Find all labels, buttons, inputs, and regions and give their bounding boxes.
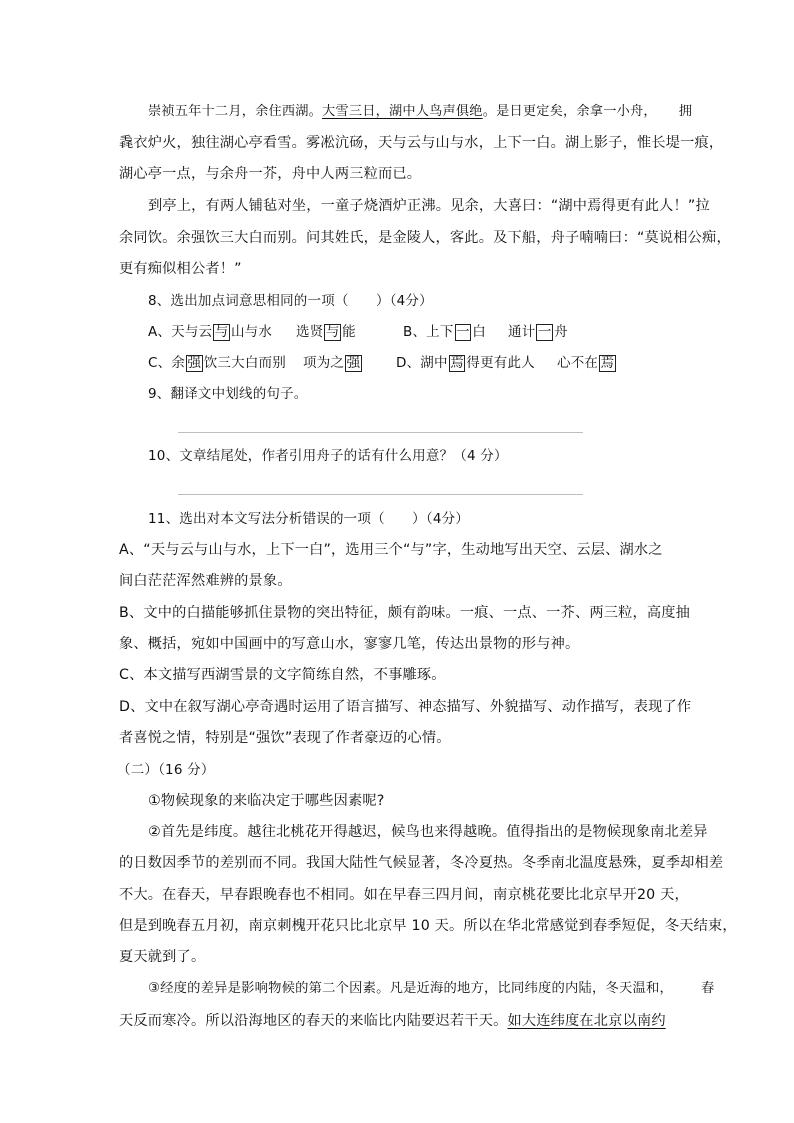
- section-2-paragraph-2: ②首先是纬度。越往北桃花开得越迟，候鸟也来得越晚。值得指出的是物候现象南北差异: [148, 824, 708, 840]
- marked-word-box: 焉: [450, 355, 464, 371]
- marked-word-box: 与: [325, 324, 340, 340]
- section-2-paragraph-3: ③经度的差异是影响物候的第二个因素。凡是近海的地方，比同纬度的内陆，冬天温和， 春: [148, 981, 715, 996]
- section-heading: （二）（16 分）: [117, 762, 215, 778]
- passage-line: 更有痴似相公者！”: [119, 261, 242, 277]
- answer-line[interactable]: [178, 494, 583, 495]
- question-10: 10、文章结尾处，作者引用舟子的话有什么用意？（4 分）: [148, 448, 508, 464]
- answer-line[interactable]: [178, 432, 583, 433]
- marked-word-box: 一: [456, 324, 470, 340]
- section-2-paragraph-2: 的日数因季节的差别而不同。我国大陆性气候显著，冬冷夏热。冬季南北温度悬殊，夏季却相差: [119, 855, 724, 871]
- passage-line: 毳衣炉火，独往湖心亭看雪。雾凇沆砀，天与云与山与水，上下一白。湖上影子，惟长堤一痕，: [119, 135, 724, 151]
- question-8-option-a-compare: 选贤 与 能: [296, 324, 356, 340]
- question-11-option-c: C、本文描写西湖雪景的文字简练自然，不事雕琢。: [119, 667, 446, 683]
- passage-line: 湖心亭一点，与余舟一芥，舟中人两三粒而已。: [119, 166, 422, 182]
- marked-word-box: 强: [346, 355, 361, 371]
- question-11-option-b: 象、概括，宛如中国画中的写意山水，寥寥几笔，传达出景物的形与神。: [119, 636, 580, 652]
- section-2-paragraph-2: 不大。在春天，早春跟晚春也不相同。如在早春三四月间，南京桃花要比北京早开20 天，: [119, 887, 689, 903]
- section-2-paragraph-1: ①物候现象的来临决定于哪些因素呢?: [148, 793, 385, 809]
- question-11-option-a: A、“天与云与山与水，上下一白”，选用三个“与”字，生动地写出天空、云层、湖水之: [119, 542, 663, 558]
- marked-word-box: 与: [214, 324, 229, 340]
- question-8-option-a: A、天与云 与 山与水: [148, 324, 273, 340]
- question-8-option-d: D、湖中 焉 得更有此人: [396, 355, 535, 371]
- passage-line: 到亭上，有两人铺毡对坐，一童子烧酒炉正沸。见余，大喜曰：“湖中焉得更有此人！”拉: [148, 198, 710, 214]
- question-11-option-b: B、文中的白描能够抓住景物的突出特征，颇有韵味。一痕、一点、一芥、两三粒，高度抽: [119, 605, 691, 621]
- question-9: 9、翻译文中划线的句子。: [148, 386, 308, 402]
- question-11-option-d: 者喜悦之情，特别是“强饮”表现了作者豪迈的心情。: [119, 730, 451, 746]
- section-2-paragraph-2: 夏天就到了。: [119, 949, 206, 965]
- question-11-stem: 11、选出对本文写法分析错误的一项（ ）（4分）: [148, 511, 470, 527]
- marked-word-box: 强: [187, 355, 202, 371]
- question-8-stem: 8、选出加点词意思相同的一项（ ）（4分）: [148, 293, 433, 309]
- question-11-option-d: D、文中在叙写湖心亭奇遇时运用了语言描写、神态描写、外貌描写、动作描写，表现了作: [119, 699, 692, 715]
- underlined-sentence: 大雪三日，湖中人鸟声俱绝: [322, 104, 483, 119]
- question-8-option-b-compare: 通计 一 舟: [508, 324, 568, 340]
- question-11-option-a: 间白茫茫浑然难辨的景象。: [119, 573, 292, 589]
- question-8-option-c: C、余 强 饮三大白而别: [148, 355, 286, 371]
- passage-line: 余同饮。余强饮三大白而别。问其姓氏，是金陵人，客此。及下船，舟子喃喃曰：“莫说相公痴，: [119, 230, 731, 246]
- section-2-paragraph-2: 但是到晚春五月初，南京刺槐开花只比北京早 10 天。所以在华北常感觉到春季短促，冬天结束，: [119, 918, 737, 934]
- question-8-option-c-compare: 项为之 强: [303, 355, 361, 371]
- marked-word-box: 焉: [600, 355, 615, 371]
- section-2-paragraph-3: 天反而寒冷。所以沿海地区的春天的来临比内陆要迟若干天。如大连纬度在北京以南约: [119, 1013, 666, 1029]
- underlined-sentence: 如大连纬度在北京以南约: [507, 1013, 666, 1029]
- marked-word-box: 一: [537, 324, 552, 340]
- question-8-option-d-compare: 心不在 焉: [557, 355, 615, 371]
- question-8-option-b: B、上下 一 白: [403, 324, 486, 340]
- passage-line: 崇祯五年十二月，余住西湖。大雪三日，湖中人鸟声俱绝。是日更定矣，余拿一小舟， 拥: [148, 104, 693, 119]
